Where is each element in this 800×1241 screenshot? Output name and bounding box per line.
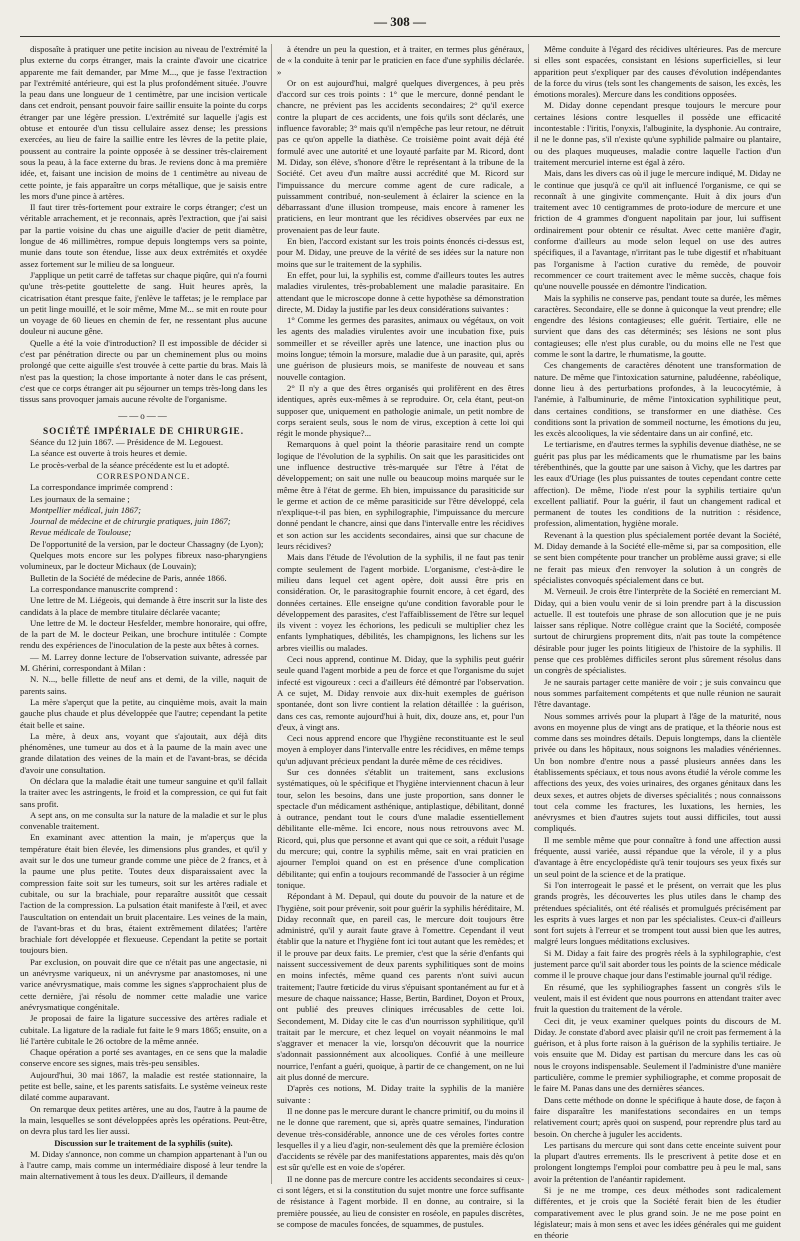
paragraph: Sur ces données s'établit un traitement, sans exclusions systématiques, où le spécifique et l'hygiène interviennent chacun à leur tour, selon les besoins, dans une juste proportion, sans donner le spectacle d'un médicament asthénique, antiplastique, débilitant, donné à outrance, pendant tout le cours d'une maladie essentiellement débilitante elle-même. Ici encore, nous nous retrouvons avec M. Ricord, qui, plus que personne et avant qui que ce soit, a réduit l'usage du mercure; qui, contre la syphilis même, sait en vrai praticien en ajourner l'emploi quand on est en présence d'une complication débilitante; qui enfin a toujours recommandé de l'associer à un régime tonique.: [277, 767, 524, 890]
paragraph: On remarque deux petites artères, une au dos, l'autre à la paume de la main, lesquelles se sont développées après les opérations. Peut-être, on devra plus tard les lier aussi.: [20, 1103, 267, 1137]
paragraph: La correspondance imprimée comprend :: [30, 482, 173, 493]
paragraph: M. Verneuil. Je crois être l'interprète de la Société en remerciant M. Diday, qui a bien voulu venir de si loin prendre part à la discussion actuelle. Il est toutefois une phrase de son allocution que je ne puis laisser sans réplique. Notre collègue craint que la Société, composée surtout de chirurgiens proprement dits, n'ait pas toute la compétence désirable pour juger les points litigieux de l'histoire de la syphilis. Il pense que ces problèmes difficiles seront plus sûrement résolus dans un congrès de spécialistes.: [534, 586, 781, 676]
header-rule: [20, 36, 780, 37]
column-2: [277, 44, 524, 1229]
society-title: SOCIÉTÉ IMPÉRIALE DE CHIRURGIE.: [42, 425, 244, 436]
paragraph: Répondant à M. Depaul, qui doute du pouvoir de la nature et de l'hygiène, soit pour prévenir, soit pour guérir la syphilis héréditaire, M. Diday reconnaît que, en pareil cas, le mercure doit toujours être administré, qu'il y aurait faute grave à l'omettre. Cependant il veut établir que la nature et l'hygiène font ici tout autant que les remèdes; et il le prouve par deux faits. Le premier, c'est que la série d'enfants qui naissent successivement de deux parents syphilitiques sont de moins en moins infectés, même quand ces parents n'ont suivi aucun traitement; l'autre fœticide du virus s'épuisant spontanément au fur et à mesure de chaque naissance; Hasse, Bertin, Bardinet, Doyon et Proux, ont publié des preuves cliniques irrécusables de cette loi. Secondement, M. Diday cite le cas d'un nourrisson syphilitique, qu'il traitait par le mercure, et chez lequel on voyait néanmoins le mal s'aggraver et menacer la vie, lorsqu'on découvrit que la nourrice s'adonnait passionnément aux alcooliques. Confié à une meilleure nourrice, l'enfant a guéri, quoique, à partir de ce changement, on ne lui ait plus donné de mercure.: [277, 891, 524, 1083]
paragraph: Mais dans l'étude de l'évolution de la syphilis, il ne faut pas tenir compte seulement de l'agent morbide. L'organisme, c'est-à-dire le milieu dans lequel cet agent opère, doit aussi être pris en considération. Or, le parasitographie fournit encore, à cet égard, des données certaines. Elle enseigne qu'une condition favorable pour le développement des parasites, c'est l'affaiblissement de l'être sur lequel ils vivent : voyez les échorions, les pediculi se multiplier chez les enfants lymphatiques, débilités, les champignons, les lichens sur les arbres vieillis ou malades.: [277, 552, 524, 653]
paragraph: La mère, à deux ans, voyant que s'ajoutait, aux déjà dits phénomènes, une tumeur au dos et à la paume de la main avec une grande dilatation des veines de la main et de l'avant-bras, se décida d'avoir une consultation.: [20, 730, 267, 775]
paragraph: Quelle a été la voie d'introduction? Il est impossible de décider si c'est par pénétration directe ou par un cheminement plus ou moins prolongé que cette aiguille s'est trouvée à cette partie du bras. Mais là n'est pas la question; la chose importante à noter dans le cas présent, c'est que ce corps étranger ait pu séjourner un temps très-long dans les tissus sans provoquer jamais aucune révolte de l'organisme.: [20, 337, 267, 405]
paragraph: Par exclusion, on pouvait dire que ce n'était pas une angectasie, ni un anévrysme variqueux, ni un anévrysme par anastomoses, ni une varice anévrysmatique, mais comme les signes s'approchaient plus de cette dernière, j'ai résolu de nommer cette maladie une varice anévrysmatique congénitale.: [20, 956, 267, 1012]
paragraph: disposaîte à pratiquer une petite incision au niveau de l'extrémité la plus externe du corps étranger, mais la crainte d'avoir une cicatrice apparente me fait demander, par Mme M..., que je fasse l'extraction par l'extrémité antérieure, qui est la plus profondément située. J'ouvre la peau dans une longueur de 1 centimètre, par une incision verticale dans cet endroit, pensant pouvoir faire saillir ensuite la pointe du corps étranger par une légère pression. L'extrémité sur laquelle j'agis est obtuse et entourée d'un tissu cellulaire assez dense; les pressions exercées, au lieu de faire la saillie entre les lèvres de la petite plaie, poussent au contraire la pointe opposée à se dessiner très-clairement sous la peau, à la face externe du bras. Je reviens donc à ma première idée, et, faisant une incision de moins de 1 centimètre au niveau de cette pointe, je fais apparaître un corps métallique, que je saisis entre les mors d'une pince à artères.: [20, 44, 267, 201]
paragraph: Une lettre de M. le docteur Hesfelder, membre honoraire, qui offre, de la part de M. le docteur Peikan, une brochure intitulée : Compte rendu des expériences de l'inoculation de la peste aux bêtes à cornes.: [20, 617, 267, 651]
paragraph: Ces changements de caractères dénotent une transformation de nature. De même que l'intoxication saturnine, paludéenne, rabéolique, donne lieu à des perturbations profondes, à la leucocytémie, à l'anémie, à l'albuminurie, de même l'intoxication syphilitique peut, dans certaines conditions, se transformer en une diathèse. Ces conditions sont la privation de sommeil nocturne, les émotions du jeu, les excès alcooliques, la vie sédentaire dans un air confiné, etc.: [534, 360, 781, 439]
paragraph: — M. Larrey donne lecture de l'observation suivante, adressée par M. Ghérini, correspondant à Milan :: [20, 651, 267, 674]
paragraph: Mais la syphilis ne conserve pas, pendant toute sa durée, les mêmes caractères. Secondaire, elle se donne à quiconque la veut prendre; elle engendre des lésions contagieuses; elle guérit. Tertiaire, elle ne survient que dans des cas déterminés; ses lésions ne sont plus contagieuses; elle n'est plus curable, ou du moins elle ne l'est que comme le sont la dartre, le rhumatisme, la goutte.: [534, 292, 781, 360]
paragraph: Même conduite à l'égard des récidives ultérieures. Pas de mercure si elles sont espacées, consistant en lésions superficielles, si leur apparition peut s'expliquer par des causes d'évolution indépendantes de la force du virus (tels sont les changements de saison, les excès, les émotions morales). Mercure dans les conditions opposées.: [534, 44, 781, 100]
paragraph: Ceci nous apprend, continue M. Diday, que la syphilis peut guérir seule quand l'agent morbide a peu de force et que l'organisme du sujet infecté est vigoureux : ceci a d'ailleurs été démontré par l'observation. A ce sujet, M. Diday renvoie aux dix-huit exemples de guérison spontanée, dont son livre contient la relation détaillée : la guérison, dans ces cas, remonte aujourd'hui à huit, dix, douze ans, et, pour l'un d'eux, à vingt ans.: [277, 654, 524, 732]
paragraph: Les journaux de la semaine ;: [30, 493, 130, 504]
paragraph: Quelques mots encore sur les polypes fibreux naso-pharyngiens volumineux, par le docteur Michaux (de Louvain);: [20, 550, 267, 572]
column-divider: [271, 44, 272, 1184]
paragraph: Chaque opération a porté ses avantages, en ce sens que la maladie conserve encore ses signes, mais très-peu sensibles.: [20, 1047, 267, 1069]
paragraph: Dans cette méthode on donne le spécifique à haute dose, de façon à faire disparaître les manifestations secondaires en un temps relativement court; après quoi on suspend, pour reprendre plus tard au besoin. On cherche à juguler les accidents.: [534, 1094, 781, 1139]
paragraph: J'applique un petit carré de taffetas sur chaque piqûre, qui n'a fourni qu'une très-petite gouttelette de sang. Huit heures après, la cicatrisation étant presque faite, j'enlève le taffetas; je le remplace par un petit linge mouillé, et le soir même, Mme M... se mit en route pour un voyage de 60 lieues en chemin de fer, ne ressentant plus aucune douleur ni aucune gêne.: [20, 269, 267, 337]
paragraph: Journal de médecine et de chirurgie pratiques, juin 1867;: [30, 516, 231, 527]
paragraph: à étendre un peu la question, et à traiter, en termes plus généraux, de « la conduite à tenir par le praticien en face d'une syphilis déclarée. »: [277, 44, 524, 77]
correspondence-list: [20, 482, 267, 1137]
column-divider: [528, 44, 529, 1184]
paragraph: 1° Comme les germes des parasites, animaux ou végétaux, on voit les agents des maladies virulentes avoir une incubation fixe, puis sommeiller et se réveiller après une latence, une inaction plus ou moins longue; témoin la morsure, maladie due à un parasite, qui, après une guérison de plusieurs mois, se manifeste de nouveau et sans nouvelle contagion.: [277, 315, 524, 382]
paragraph: Revue médicale de Toulouse;: [30, 527, 132, 538]
paragraph: La mère s'aperçut que la petite, au cinquième mois, avait la main gauche plus chaude et plus développée que l'autre; cependant la petite était belle et saine.: [20, 696, 267, 730]
paragraph: Nous sommes arrivés pour la plupart à l'âge de la maturité, nous avons en moyenne plus de vingt ans de pratique, et la théorie nous est comme dans ses moindres détails. Depuis longtemps, dans la clientèle privée ou dans les hôpitaux, nous soignons les maladies vénériennes. Un bon nombre d'entre nous a passé plusieurs années dans les établissements spéciaux, et tous nous avons étudié la vérole comme les affections des yeux, des voies urinaires, des organes génitaux dans les deux sexes, et autres objets de diverses spécialités ; nous connaissons tout cela comme les fractures, les luxations, les hernies, les anévrysmes et bien d'autres sujets tout aussi difficiles, tout aussi compliqués.: [534, 710, 781, 834]
paragraph: Or on est aujourd'hui, malgré quelques divergences, à peu près d'accord sur ces trois points : 1° que le mercure, donné pendant le chancre, ne prévient pas les accidents secondaires; 2° qu'il exerce contre la plupart de ces accidents, une fois qu'ils sont déclarés, une influence favorable; 3° mais qu'il n'empêche pas leur retour, ne détruit pas ce qu'on appelle la diathèse. Ce troisième point avait déjà été formulé avec une autorité et une loyauté parfaite par M. Ricord, dont M. Diday, son élève, s'honore d'être le représentant à la tribune de la Société. Cet aveu d'un maître aussi accrédité que M. Ricord sur l'impuissance du mercure comme agent de cure radicale, a puissamment contribué, non-seulement à éclairer la science en la débarrassant d'une illusion trompeuse, mais encore à ramener les praticiens, en leur montrant que les récidives observées par eux ne provenaient pas de leur faute.: [277, 77, 524, 235]
paragraph: Si l'on interrogeait le passé et le présent, on verrait que les plus grands progrès, les découvertes les plus utiles dans le champ des prétendues spécialités, ont été réalisés et promulgués précisément par les esprits à vues larges et non par les spécialistes. Ceux-ci d'ailleurs sont fort sujets à l'erreur et se trompent tout aussi bien que les autres, malgré leurs longues méditations exclusives.: [534, 879, 781, 947]
col1-top-text: [20, 44, 267, 406]
paragraph: M. Diday s'annonce, non comme un champion appartenant à l'un ou à l'autre camp, mais comme un intermédiaire disposé à leur tendre la main alternativement à tous les deux. D'ailleurs, il demande: [20, 1148, 267, 1182]
paragraph: Ceci dit, je veux examiner quelques points du discours de M. Diday. Je constate d'abord avec plaisir qu'il ne croit pas fermement à la guérison, et à plus forte raison à la guérison de la syphilis tertiaire. Je vois ensuite que M. Diday est partisan du mercure dans les cas où nous le croyons indispensable. Seulement il l'administre d'une manière particulière, comme le premier syphiliographe, et comme proposait de le faire M. Panas dans une des dernières séances.: [534, 1015, 781, 1094]
paragraph: 2° Il n'y a que des êtres organisés qui prolifèrent en des êtres identiques, après eux-mêmes à se reproduire. Or, cela étant, peut-on supposer que, uniquement en pathologie animale, un petit nombre de corps seraient seuls, sous le nom de virus, exception à cette loi qui régit le monde physique?...: [277, 382, 524, 439]
paragraph: Le tertiarisme, en d'autres termes la syphilis devenue diathèse, ne se guérit pas plus par les médicaments que le rhumatisme par les bains térébenthinés, que la goutte par une saison à Vichy, que les dartres par les eaux d'Uriage (les plus puissantes de toutes cependant contre cette affection). De même, l'iode n'est pour la syphilis tertiaire qu'un excellent palliatif. Pour la guérir, il faut un changement radical et permanent de toutes les conditions de la nutrition : résidence, profession, alimentation, hygiène morale.: [534, 439, 781, 529]
paragraph: Revenant à la question plus spécialement portée devant la Société, M. Diday demande à la Société elle-même si, par sa composition, elle se sent bien compétente pour trancher un problème aussi grave; si elle ne ferait pas mieux d'en renvoyer la solution à un congrès de spécialistes convoqués spécialement dans ce but.: [534, 529, 781, 585]
paragraph: On déclara que la maladie était une tumeur sanguine et qu'il fallait la traiter avec les astringents, le froid et la compression, ce qui fut fait sans profit.: [20, 776, 267, 809]
paragraph: Montpellier médical, juin 1867;: [30, 504, 141, 515]
paragraph: En examinant avec attention la main, je m'aperçus que la température était bien élevée, les dimensions plus grandes, et qu'il y avait sur le dos une tumeur grande comme une pièce de 2 francs, et à la paume une plus petite. Toutes deux disparaissaient avec la compression faite soit sur les tumeurs, soit sur les artères radiale et cubitale, ou sur la brachiale, pour reparaître aussitôt que cessait l'action de la compression. La pulsation était manifeste à l'œil, et avec l'auscultation on entendait un bruit placentaire. Les veines de la main, de l'avant-bras et du bras, étaient extrêmement dilatées; l'artère brachiale fort développée et flexueuse. Cependant la petite se portait toujours bien.: [20, 832, 267, 956]
paragraph: Si M. Diday a fait faire des progrès réels à la syphilographie, c'est justement parce qu'il sait aborder tous les points de la science médicale comme il le prouve chaque jour dans l'estimable journal qu'il rédige.: [534, 947, 781, 981]
opening-line: La séance est ouverte à trois heures et demie.: [30, 448, 188, 459]
paragraph: La correspondance manuscrite comprend :: [30, 583, 178, 594]
paragraph: Mais, dans les divers cas où il juge le mercure indiqué, M. Diday ne le continue que jusqu'à ce qu'il ait influencé l'organisme, ce qui se reconnaît à une gingivite commençante. Huit à dix jours d'un traitement avec 10 centigrammes de proto-iodure de mercure et une friction de 4 grammes d'onguent napolitain par jour, lui suffisent ordinairement pour obtenir ce résultat. Avec cette manière d'agir, conforme d'ailleurs au mode selon lequel on use des autres spécifiques, il a l'avantage, n'irritant pas le tube digestif et n'habituant pas l'organisme à l'action curative du remède, de pouvoir recommencer ce court traitement avec le même succès, chaque fois qu'une nouvelle poussée en démontre l'indication.: [534, 168, 781, 292]
paragraph: Une lettre de M. Liégeois, qui demande à être inscrit sur la liste des candidats à la place de membre titulaire déclarée vacante;: [20, 595, 267, 617]
paragraph: Bulletin de la Société de médecine de Paris, année 1866.: [30, 572, 227, 583]
paragraph: En résumé, que les syphiliographes fassent un congrès s'ils le veulent, mais il est évident que nous pourrons en attendant traiter avec fruit la question du traitement de la vérole.: [534, 981, 781, 1015]
paragraph: Ceci nous apprend encore que l'hygiène reconstituante est le seul moyen à employer dans l'intervalle entre les récidives, en même temps qu'un adjuvant précieux pendant la durée même de ces récidives.: [277, 733, 524, 766]
paragraph: D'après ces notions, M. Diday traite la syphilis de la manière suivante :: [277, 1083, 524, 1105]
paragraph: Il ne donne pas le mercure durant le chancre primitif, ou du moins il ne le donne que rarement, que si, après quatre semaines, l'induration devenue très-considérable, annonce une de ces véroles fortes contre lesquelles il y a lieu d'agir, non-seulement dès que la première éclosion d'accidents se révèle par des manifestations apparentes, mais dès qu'on est sûr qu'elle est en voie de s'opérer.: [277, 1105, 524, 1173]
paragraph: De l'opportunité de la version, par le docteur Chassagny (de Lyon);: [30, 538, 264, 549]
paragraph: En effet, pour lui, la syphilis est, comme d'ailleurs toutes les autres maladies virulentes, très-probablement une maladie parasitaire. En attendant que le microscope donne à cette hypothèse sa démonstration directe, M. Diday la justifie par les deux considérations suivantes :: [277, 269, 524, 314]
discussion-title: Discussion sur le traitement de la syphilis (suite).: [54, 1137, 233, 1148]
paragraph: Aujourd'hui, 30 mai 1867, la maladie est restée stationnaire, la petite est belle, saine, et les parents satisfaits. Le système veineux reste dilaté comme auparavant.: [20, 1069, 267, 1103]
correspondence-title: CORRESPONDANCE.: [96, 471, 191, 481]
paragraph: A sept ans, on me consulta sur la nature de la maladie et sur le plus convenable traitement.: [20, 809, 267, 832]
paragraph: M. Diday donne cependant presque toujours le mercure pour certaines lésions contre lesquelles il possède une efficacité incontestable : l'iritis, l'onyxis, l'albuginite, la dysphonie. Au contraire, il ne le donne pas, s'il n'existe qu'une syphilide palmaire ou plantaire, ou des plaques muqueuses, maladie contre laquelle l'action d'un traitement mercuriel interne est égal à zéro.: [534, 100, 781, 167]
paragraph: Si je ne me trompe, ces deux méthodes sont radicalement différentes, et je crois que la Société ferait bien de les étudier comparativement avec le plus grand soin. Je ne me pose point en législateur; mais à mon sens et avec les idées générales qui me guident en théorie: [534, 1184, 781, 1241]
paragraph: Il me semble même que pour connaître à fond une affection aussi fréquente, aussi variée, aussi répandue que la vérole, il y a plus d'avantage à être encyclopédiste qu'à tenir toujours ses yeux fixés sur un seul point de la science et de la pratique.: [534, 834, 781, 879]
paragraph: Il ne donne pas de mercure contre les accidents secondaires si ceux-ci sont légers, et si la constitution du sujet montre une force suffisante de résistance à l'agent morbide. Il en donne, au contraire, si la première poussée, au lieu de consister en roséole, en papules discrètes, se compose de macules foncées, de squammes, de pustules.: [277, 1173, 524, 1229]
paragraph: En bien, l'accord existant sur les trois points énoncés ci-dessus est, pour M. Diday, une preuve de la vérité de ses idées sur la nature non moins que sur le traitement de la syphilis.: [277, 236, 524, 269]
paragraph: Je ne saurais partager cette manière de voir ; je suis convaincu que nous sommes parfaitement compétents et que nulle réunion ne saurait l'être davantage.: [534, 676, 781, 710]
session-line: Séance du 12 juin 1867. — Présidence de M. Legouest.: [30, 437, 224, 448]
paragraph: N. N..., belle fillette de neuf ans et demi, de la ville, naquit de parents sains.: [20, 674, 267, 696]
paragraph: Les partisans du mercure qui sont dans cette enceinte suivent pour la plupart d'autres errements. Ils le prescrivent à petite dose et en prolongent longtemps l'emploi pour combattre peu à peu le mal, sans avoir la prétention de l'anéantir rapidement.: [534, 1139, 781, 1184]
paragraph: Remarquons à quel point la théorie parasitaire rend un compte logique de l'évolution de la syphilis. On sait que les parasiticides ont une influence destructive très-marquée sur l'être à l'état de développement; on sait une nulle ou beaucoup moins marquée sur le même être à l'état de germe. Eh bien, impuissance du parasiticide sur le germe et action de ce même parasiticide sur l'être développé, cela n'explique-t-il pas bien, en syphilographie, l'impuissance du mercure donné pendant le chancre, ainsi que dans l'intervalle entre les récidives et son action sur les accidents secondaires, ainsi que sur chacune de leurs récidives?: [277, 439, 524, 552]
column-3: [534, 44, 781, 1241]
column-1: [20, 44, 267, 1184]
paragraph: Il faut tirer très-fortement pour extraire le corps étranger; c'est un véritable arrachement, et je reconnais, après l'extraction, que j'ai saisi par la partie voisine du chas une aiguille d'acier de petit diamètre, longue de 46 millimètres, rompue depuis longtemps vers sa pointe, munie dans toute son étendue, lisse aux deux extrémités et oxydée assez fortement sur le milieu de sa longueur.: [20, 202, 267, 269]
page-number: — 308 —: [374, 14, 426, 29]
minutes-line: Le procès-verbal de la séance précédente est lu et adopté.: [30, 459, 230, 470]
section-ornament: ——o——: [118, 410, 169, 421]
paragraph: Je proposai de faire la ligature successive des artères radiale et cubitale. La ligature de la radiale fut faite le 9 mars 1865; ensuite, on a lié l'artère cubitale le 26 octobre de la même année.: [20, 1013, 267, 1046]
